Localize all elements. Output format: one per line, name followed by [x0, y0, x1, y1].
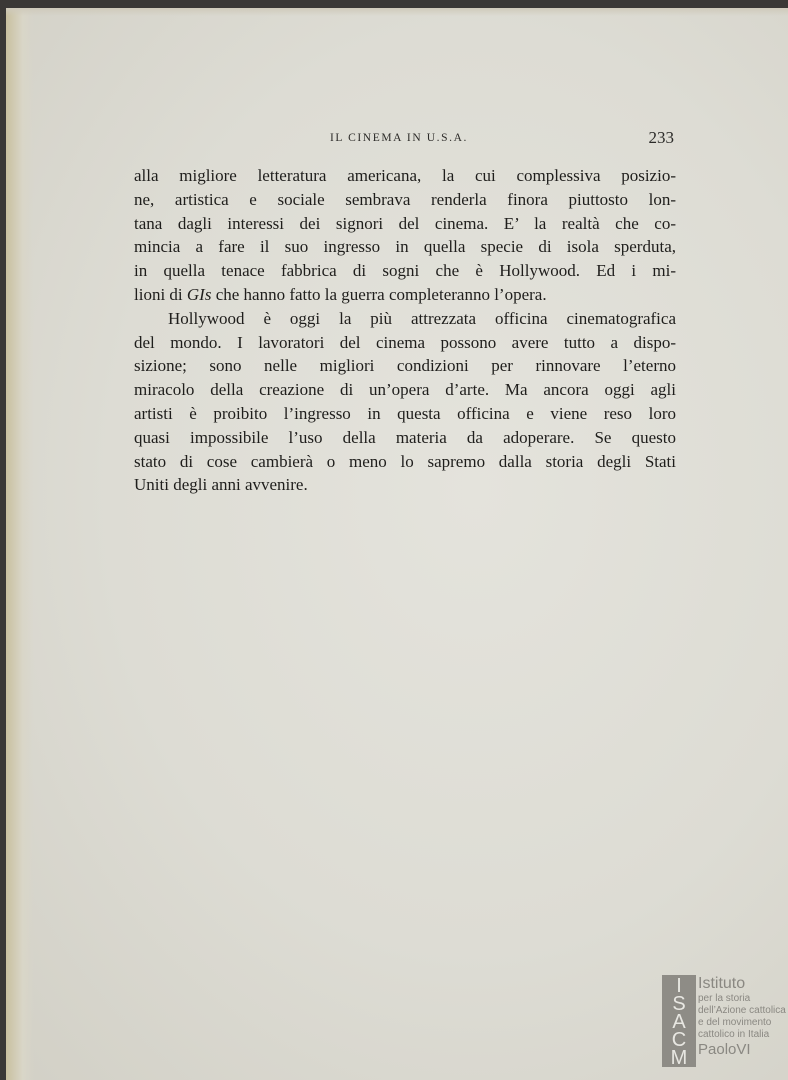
logo-text [698, 975, 786, 1059]
page-number: 233 [648, 128, 674, 147]
text-line: del mondo. I lavoratori del cinema possono avere tutto a dispo- [134, 332, 676, 352]
text-line: mincia a fare il suo ingresso in quella specie di isola sperduta, [134, 237, 676, 257]
page-header [134, 128, 676, 150]
logo-letter: C [671, 1029, 687, 1051]
logo-line: PaoloVI [698, 1041, 751, 1058]
text-line: alla migliore letteratura americana, la cui complessiva posizio- [134, 166, 676, 185]
text-line: stato di cose cambierà o meno lo sapremo dalla storia degli Stati [134, 451, 676, 471]
logo-line: cattolico in Italia [698, 1029, 770, 1040]
body-text [134, 164, 676, 497]
text-line [134, 283, 676, 307]
text-line: quasi impossibile l’uso della materia da adoperare. Se questo [134, 427, 676, 447]
institute-watermark-logo [662, 975, 784, 1067]
text-run: che hanno fatto la guerra completeranno l’opera. [211, 284, 547, 304]
page-binding-edge [6, 8, 34, 1080]
logo-letter: S [672, 993, 686, 1015]
text-run: lioni di [134, 284, 187, 304]
logo-monogram [662, 975, 696, 1067]
text-line: in quella tenace fabbrica di sogni che è Hollywood. Ed i mi- [134, 261, 676, 281]
text-line: ne, artistica e sociale sembrava renderla finora piuttosto lon- [134, 189, 676, 209]
logo-line: e del movimento [698, 1017, 772, 1028]
text-line: artisti è proibito l’ingresso in questa officina e viene reso loro [134, 403, 676, 423]
logo-line: per la storia [698, 993, 751, 1004]
logo-line: Istituto [698, 975, 746, 992]
logo-letter: M [670, 1047, 688, 1069]
logo-letter: A [672, 1011, 686, 1033]
text-line: tana dagli interessi dei signori del cinema. E’ la realtà che co- [134, 213, 676, 233]
text-line: miracolo della creazione di un’opera d’arte. Ma ancora oggi agli [134, 380, 676, 400]
text-line: Hollywood è oggi la più attrezzata officina cinematografica [168, 308, 676, 328]
text-line: sizione; sono nelle migliori condizioni per rinnovare l’eterno [134, 356, 676, 376]
text-line: Uniti degli anni avvenire. [134, 475, 308, 495]
running-head: IL CINEMA IN U.S.A. [330, 132, 468, 144]
logo-line: dell’Azione cattolica [698, 1005, 786, 1016]
italic-term: GIs [186, 284, 212, 304]
page-top-edge [6, 8, 788, 16]
logo-letter: I [676, 975, 682, 997]
